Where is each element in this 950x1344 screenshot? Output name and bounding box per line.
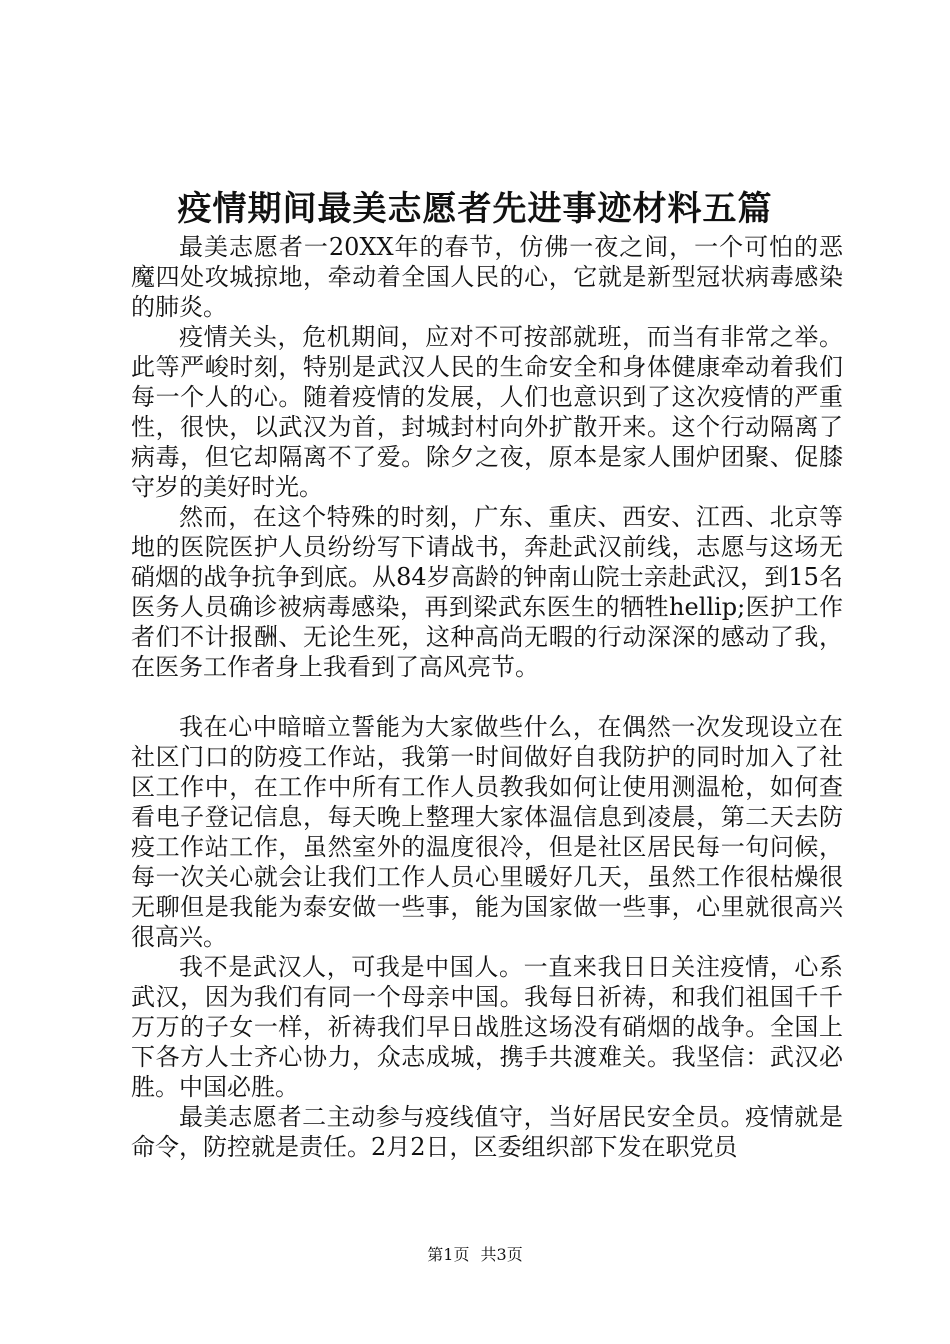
page-total: 共3页 xyxy=(480,1245,523,1264)
page-number: 第1页 xyxy=(427,1245,470,1264)
paragraph: 我不是武汉人，可我是中国人。一直来我日日关注疫情，心系武汉，因为我们有同一个母亲中国。我每日祈祷，和我们祖国千千万万的子女一样，祈祷我们早日战胜这场没有硝烟的战争。全国上下各方人士齐心协力，众志成城，携手共渡难关。我坚信：武汉必胜。中国必胜。 xyxy=(131,953,843,1101)
paragraph: 最美志愿者一20XX年的春节，仿佛一夜之间，一个可怕的恶魔四处攻城掠地，牵动着全国人民的心，它就是新型冠状病毒感染的肺炎。 xyxy=(131,233,843,321)
paragraph: 我在心中暗暗立誓能为大家做些什么，在偶然一次发现设立在社区门口的防疫工作站，我第一时间做好自我防护的同时加入了社区工作中，在工作中所有工作人员教我如何让使用测温枪，如何查看电子登记信息，每天晚上整理大家体温信息到凌晨，第二天去防疫工作站工作，虽然室外的温度很冷，但是社区居民每一句问候，每一次关心就会让我们工作人员心里暖好几天，虽然工作很枯燥很无聊但是我能为泰安做一些事，能为国家做一些事，心里就很高兴很高兴。 xyxy=(131,713,843,951)
page-footer xyxy=(0,1244,950,1266)
paragraph: 疫情关头，危机期间，应对不可按部就班，而当有非常之举。此等严峻时刻，特别是武汉人民的生命安全和身体健康牵动着我们每一个人的心。随着疫情的发展，人们也意识到了这次疫情的严重性，很快，以武汉为首，封城封村向外扩散开来。这个行动隔离了病毒，但它却隔离不了爱。除夕之夜，原本是家人围炉团聚、促膝守岁的美好时光。 xyxy=(131,323,843,501)
paragraph: 然而，在这个特殊的时刻，广东、重庆、西安、江西、北京等地的医院医护人员纷纷写下请战书，奔赴武汉前线，志愿与这场无硝烟的战争抗争到底。从84岁高龄的钟南山院士亲赴武汉，到15名医务人员确诊被病毒感染，再到梁武东医生的牺牲hellip;医护工作者们不计报酬、无论生死，这种高尚无暇的行动深深的感动了我，在医务工作者身上我看到了高风亮节。 xyxy=(131,503,843,681)
document-title: 疫情期间最美志愿者先进事迹材料五篇 xyxy=(177,189,773,229)
paragraph: 最美志愿者二主动参与疫线值守，当好居民安全员。疫情就是命令，防控就是责任。2月2日，区委组织部下发在职党员 xyxy=(131,1103,843,1161)
document-body xyxy=(131,232,843,1162)
